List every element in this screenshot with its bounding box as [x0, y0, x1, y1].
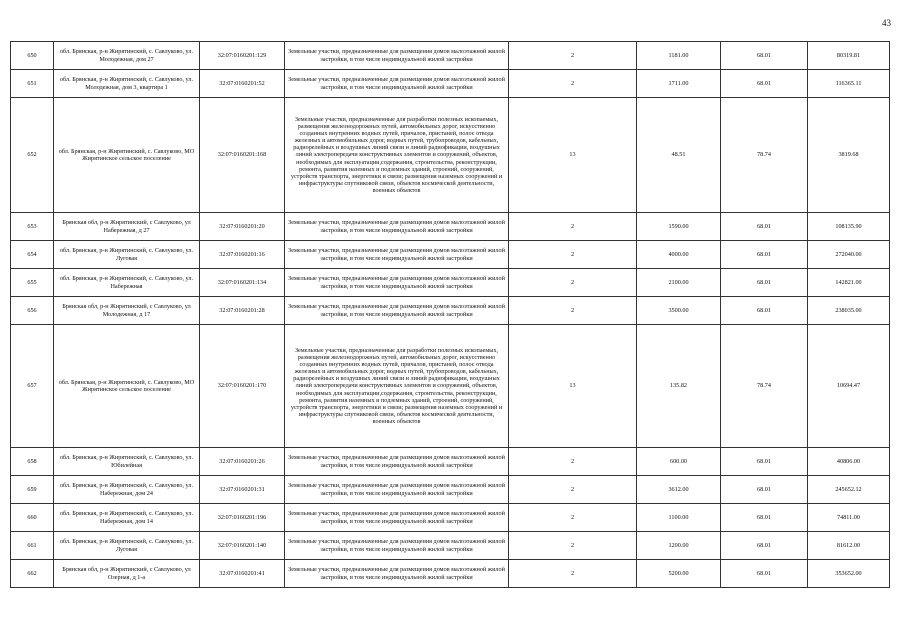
address-cell: Брянская обл, р-н Жирятинский, с Савлуково, ул Набережная, д 27: [54, 213, 200, 241]
permitted-use-cell: Земельные участки, предназначенные для размещения домов малоэтажной жилой застройки, в том числе индивидуальной жилой застройки: [285, 532, 509, 560]
cadastral-value-cell: 238035.00: [808, 297, 890, 325]
address-cell: обл. Брянская, р-н Жирятинский, с. Савлуково, ул. Набережная, дом 14: [54, 504, 200, 532]
area-cell: 135.82: [637, 325, 721, 448]
table-row: [11, 325, 890, 448]
area-cell: 5200.00: [637, 560, 721, 588]
cadastral-number-cell: 32:07:0160201:16: [200, 241, 285, 269]
area-cell: 3612.00: [637, 476, 721, 504]
row-number-cell: 656: [11, 297, 54, 325]
cadastral-value-cell: 353652.00: [808, 560, 890, 588]
area-cell: 4000.00: [637, 241, 721, 269]
rate-cell: 68.01: [721, 241, 808, 269]
address-cell: обл. Брянская, р-н Жирятинский, с. Савлуково, МО Жирятинское сельское поселение: [54, 98, 200, 213]
category-cell: 2: [509, 70, 637, 98]
address-cell: обл. Брянская, р-н Жирятинский, с. Савлуково, ул. Набережная, дом 24: [54, 476, 200, 504]
permitted-use-cell: Земельные участки, предназначенные для размещения домов малоэтажной жилой застройки, в том числе индивидуальной жилой застройки: [285, 297, 509, 325]
table-row: [11, 42, 890, 70]
area-cell: 1711.00: [637, 70, 721, 98]
rate-cell: 78.74: [721, 325, 808, 448]
land-plots-table: [10, 41, 890, 588]
row-number-cell: 655: [11, 269, 54, 297]
cadastral-number-cell: 32:07:0160201:41: [200, 560, 285, 588]
cadastral-number-cell: 32:07:0160201:134: [200, 269, 285, 297]
row-number-cell: 650: [11, 42, 54, 70]
area-cell: 600.00: [637, 448, 721, 476]
rate-cell: 68.01: [721, 504, 808, 532]
cadastral-value-cell: 10694.47: [808, 325, 890, 448]
cadastral-value-cell: 272040.00: [808, 241, 890, 269]
row-number-cell: 653: [11, 213, 54, 241]
rate-cell: 68.01: [721, 269, 808, 297]
cadastral-value-cell: 108135.90: [808, 213, 890, 241]
row-number-cell: 662: [11, 560, 54, 588]
row-number-cell: 657: [11, 325, 54, 448]
cadastral-value-cell: 116365.11: [808, 70, 890, 98]
rate-cell: 68.01: [721, 70, 808, 98]
table-row: [11, 241, 890, 269]
rate-cell: 68.01: [721, 532, 808, 560]
table-body: [11, 42, 890, 588]
cadastral-value-cell: 74811.00: [808, 504, 890, 532]
rate-cell: 78.74: [721, 98, 808, 213]
category-cell: 2: [509, 241, 637, 269]
row-number-cell: 652: [11, 98, 54, 213]
category-cell: 13: [509, 98, 637, 213]
permitted-use-cell: Земельные участки, предназначенные для размещения домов малоэтажной жилой застройки, в том числе индивидуальной жилой застройки: [285, 560, 509, 588]
cadastral-value-cell: 245652.12: [808, 476, 890, 504]
permitted-use-cell: Земельные участки, предназначенные для разработки полезных ископаемых, размещения железнодорожных путей, автомобильных дорог, искусственно созданных внутренних водных путей, причалов, пристаней, полос отвода железных и автомобильных дорог, водных путей, трубопроводов, кабельных, радиорелейных и воздушных линий связи и линий радиофикации, воздушных линий электропередачи конструктивных элементов и сооружений, объектов, необходимых для эксплуатации,содержания, строительства, реконструкции, ремонта, развития наземных и подземных зданий, строений, сооружений, устройств транспорта, энергетики и связи; размещения наземных сооружений и инфраструктуры спутниковой связи, объектов космической деятельности, военных объектов: [285, 98, 509, 213]
cadastral-number-cell: 32:07:0160201:129: [200, 42, 285, 70]
rate-cell: 68.01: [721, 213, 808, 241]
row-number-cell: 661: [11, 532, 54, 560]
table-row: [11, 476, 890, 504]
category-cell: 2: [509, 532, 637, 560]
permitted-use-cell: Земельные участки, предназначенные для разработки полезных ископаемых, размещения железнодорожных путей, автомобильных дорог, искусственно созданных внутренних водных путей, причалов, пристаней, полос отвода железных и автомобильных дорог, водных путей, трубопроводов, кабельных, радиорелейных и воздушных линий связи и линий радиофикации, воздушных линий электропередачи конструктивных элементов и сооружений, объектов, необходимых для эксплуатации,содержания, строительства, реконструкции, ремонта, развития наземных и подземных зданий, строений, сооружений, устройств транспорта, энергетики и связи; размещения наземных сооружений и инфраструктуры спутниковой связи, объектов космической деятельности, военных объектов: [285, 325, 509, 448]
cadastral-number-cell: 32:07:0160201:140: [200, 532, 285, 560]
cadastral-value-cell: 142821.00: [808, 269, 890, 297]
address-cell: Брянская обл, р-н Жирятинский, с Савлуково, ул Озерная, д 1-а: [54, 560, 200, 588]
address-cell: обл. Брянская, р-н Жирятинский, с. Савлуково, ул. Молодежная, дом 3, квартира 1: [54, 70, 200, 98]
address-cell: обл. Брянская, р-н Жирятинский, с. Савлуково, ул. Набережная: [54, 269, 200, 297]
category-cell: 2: [509, 213, 637, 241]
permitted-use-cell: Земельные участки, предназначенные для размещения домов малоэтажной жилой застройки, в том числе индивидуальной жилой застройки: [285, 448, 509, 476]
row-number-cell: 651: [11, 70, 54, 98]
row-number-cell: 659: [11, 476, 54, 504]
permitted-use-cell: Земельные участки, предназначенные для размещения домов малоэтажной жилой застройки, в том числе индивидуальной жилой застройки: [285, 213, 509, 241]
category-cell: 2: [509, 42, 637, 70]
area-cell: 3500.00: [637, 297, 721, 325]
table-row: [11, 532, 890, 560]
category-cell: 2: [509, 448, 637, 476]
area-cell: 1200.00: [637, 532, 721, 560]
row-number-cell: 654: [11, 241, 54, 269]
address-cell: обл. Брянская, р-н Жирятинский, с. Савлуково, ул. Луговая: [54, 241, 200, 269]
table-row: [11, 70, 890, 98]
cadastral-value-cell: 3819.68: [808, 98, 890, 213]
rate-cell: 68.01: [721, 42, 808, 70]
cadastral-number-cell: 32:07:0160201:28: [200, 297, 285, 325]
category-cell: 13: [509, 325, 637, 448]
table-row: [11, 504, 890, 532]
table-row: [11, 448, 890, 476]
cadastral-number-cell: 32:07:0160201:168: [200, 98, 285, 213]
cadastral-number-cell: 32:07:0160201:26: [200, 448, 285, 476]
category-cell: 2: [509, 476, 637, 504]
area-cell: 48.51: [637, 98, 721, 213]
permitted-use-cell: Земельные участки, предназначенные для размещения домов малоэтажной жилой застройки, в том числе индивидуальной жилой застройки: [285, 504, 509, 532]
area-cell: 1590.00: [637, 213, 721, 241]
address-cell: обл. Брянская, р-н Жирятинский, с. Савлуково, ул. Юбилейная: [54, 448, 200, 476]
permitted-use-cell: Земельные участки, предназначенные для размещения домов малоэтажной жилой застройки, в том числе индивидуальной жилой застройки: [285, 269, 509, 297]
rate-cell: 68.01: [721, 448, 808, 476]
table-row: [11, 560, 890, 588]
row-number-cell: 658: [11, 448, 54, 476]
table-row: [11, 297, 890, 325]
area-cell: 2100.00: [637, 269, 721, 297]
permitted-use-cell: Земельные участки, предназначенные для размещения домов малоэтажной жилой застройки, в том числе индивидуальной жилой застройки: [285, 476, 509, 504]
cadastral-number-cell: 32:07:0160201:196: [200, 504, 285, 532]
area-cell: 1181.00: [637, 42, 721, 70]
page-number: 43: [882, 18, 891, 28]
rate-cell: 68.01: [721, 476, 808, 504]
table-row: [11, 269, 890, 297]
category-cell: 2: [509, 297, 637, 325]
cadastral-number-cell: 32:07:0160201:52: [200, 70, 285, 98]
permitted-use-cell: Земельные участки, предназначенные для размещения домов малоэтажной жилой застройки, в том числе индивидуальной жилой застройки: [285, 70, 509, 98]
address-cell: обл. Брянская, р-н Жирятинский, с. Савлуково, ул. Молодежная, дом 27: [54, 42, 200, 70]
table-row: [11, 213, 890, 241]
category-cell: 2: [509, 269, 637, 297]
cadastral-value-cell: 40806.00: [808, 448, 890, 476]
rate-cell: 68.01: [721, 560, 808, 588]
cadastral-value-cell: 81612.00: [808, 532, 890, 560]
table-row: [11, 98, 890, 213]
cadastral-number-cell: 32:07:0160201:31: [200, 476, 285, 504]
category-cell: 2: [509, 504, 637, 532]
address-cell: обл. Брянская, р-н Жирятинский, с. Савлуково, МО Жирятинское сельское поселение: [54, 325, 200, 448]
rate-cell: 68.01: [721, 297, 808, 325]
category-cell: 2: [509, 560, 637, 588]
cadastral-value-cell: 80319.81: [808, 42, 890, 70]
area-cell: 1100.00: [637, 504, 721, 532]
permitted-use-cell: Земельные участки, предназначенные для размещения домов малоэтажной жилой застройки, в том числе индивидуальной жилой застройки: [285, 241, 509, 269]
cadastral-number-cell: 32:07:0160201:20: [200, 213, 285, 241]
row-number-cell: 660: [11, 504, 54, 532]
permitted-use-cell: Земельные участки, предназначенные для размещения домов малоэтажной жилой застройки, в том числе индивидуальной жилой застройки: [285, 42, 509, 70]
cadastral-number-cell: 32:07:0160201:170: [200, 325, 285, 448]
address-cell: Брянская обл, р-н Жирятинский, с Савлуково, ул Молодежная, д 17: [54, 297, 200, 325]
address-cell: обл. Брянская, р-н Жирятинский, с. Савлуково, ул. Луговая: [54, 532, 200, 560]
